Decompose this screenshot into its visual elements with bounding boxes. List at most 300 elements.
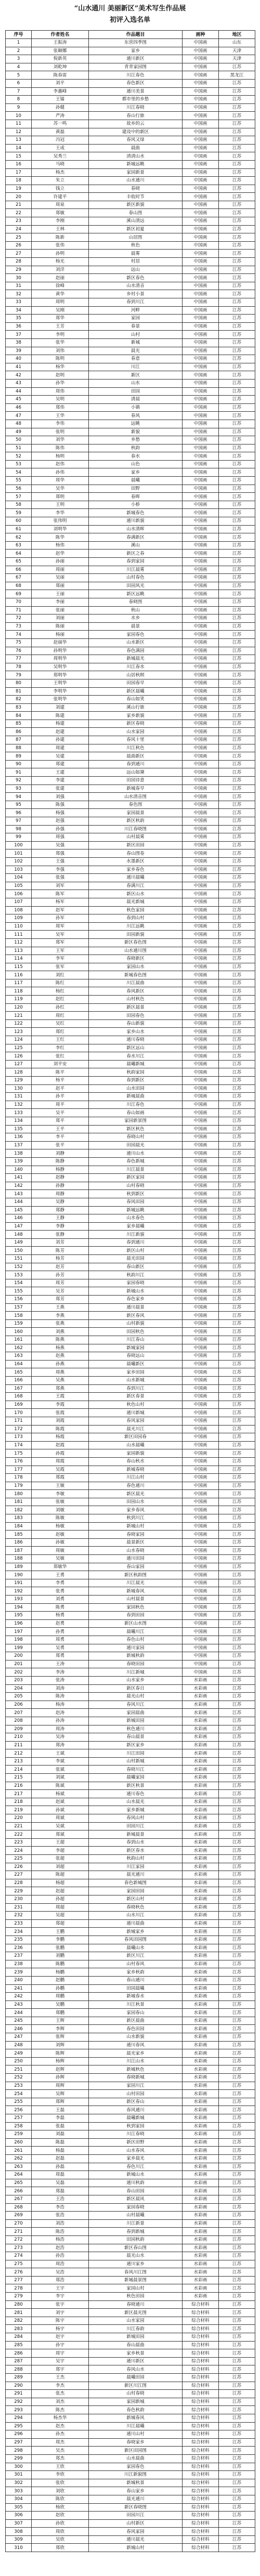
cell-number: 76 [6, 647, 32, 655]
cell-number: 247 [6, 2033, 32, 2042]
cell-author: 王红 [32, 1036, 89, 1044]
cell-region: 江苏 [219, 1393, 255, 1401]
cell-number: 193 [6, 1596, 32, 1604]
table-row [6, 2049, 255, 2058]
table-row [6, 947, 255, 955]
cell-work-title: 春色家乡 [89, 1296, 183, 1304]
cell-author: 赵鹏 [32, 1976, 89, 1984]
cell-region: 江苏 [219, 760, 255, 768]
table-row [6, 2114, 255, 2123]
cell-category: 水彩画 [183, 2082, 219, 2090]
cell-category: 中国画 [183, 233, 219, 242]
cell-region: 江苏 [219, 1149, 255, 1158]
table-row [6, 1044, 255, 1052]
table-row [6, 1263, 255, 1271]
cell-author: 李丽 [32, 598, 89, 606]
cell-number: 289 [6, 2374, 32, 2382]
cell-work-title: 秋色田园 [89, 2293, 183, 2301]
cell-region: 江苏 [219, 736, 255, 744]
cell-author: 李平 [32, 1133, 89, 1142]
table-row [6, 1660, 255, 1668]
cell-number: 219 [6, 1806, 32, 1814]
cell-number: 131 [6, 1093, 32, 1101]
cell-region: 黑龙江 [219, 71, 255, 80]
cell-author: 李斌 [32, 1757, 89, 1766]
cell-category: 水彩画 [183, 1814, 219, 1823]
cell-region: 江苏 [219, 2438, 255, 2447]
cell-author: 张静 [32, 1231, 89, 1239]
cell-category: 水彩画 [183, 2163, 219, 2171]
table-row [6, 420, 255, 428]
cell-number: 88 [6, 744, 32, 752]
cell-category: 水彩画 [183, 2130, 219, 2139]
cell-region: 江苏 [219, 1303, 255, 1312]
cell-author: 孙浩 [32, 2252, 89, 2260]
cell-number: 301 [6, 2471, 32, 2479]
cell-region: 江苏 [219, 1936, 255, 1944]
cell-region: 江苏 [219, 2430, 255, 2439]
cell-author: 李勇 [32, 1579, 89, 1587]
cell-work-title: 新城春晓 [89, 1466, 183, 1474]
cell-number: 130 [6, 1084, 32, 1093]
cell-category: 综合材料 [183, 2495, 219, 2503]
cell-work-title: 晨曦新城 [89, 1060, 183, 1068]
cell-category: 中国画 [183, 1596, 219, 1604]
table-row [6, 1003, 255, 1012]
cell-category: 中国画 [183, 606, 219, 614]
cell-author: 赵军 [32, 906, 89, 914]
cell-author: 杨超 [32, 1879, 89, 1887]
table-row [6, 1968, 255, 1977]
cell-work-title: 晨光通川 [89, 2495, 183, 2503]
cell-number: 248 [6, 2041, 32, 2049]
cell-number: 163 [6, 1352, 32, 1361]
table-row [6, 2487, 255, 2495]
cell-author: 赵浩 [32, 2244, 89, 2252]
table-row [6, 793, 255, 801]
table-row [6, 2252, 255, 2260]
cell-number: 22 [6, 209, 32, 217]
table-row [6, 144, 255, 152]
cell-work-title: 通川新区 [89, 2357, 183, 2365]
cell-category: 综合材料 [183, 2390, 219, 2398]
cell-category: 中国画 [183, 1538, 219, 1547]
table-row [6, 882, 255, 890]
cell-work-title: 新区山水图 [89, 1619, 183, 1628]
cell-number: 240 [6, 1976, 32, 1984]
cell-number: 212 [6, 1749, 32, 1758]
cell-region: 江苏 [219, 1441, 255, 1449]
cell-number: 310 [6, 2544, 32, 2552]
cell-category: 中国画 [183, 1044, 219, 1052]
cell-work-title: 山水家乡 [89, 1676, 183, 1684]
cell-region: 江苏 [219, 501, 255, 509]
cell-work-title: 通川山水 [89, 1149, 183, 1158]
cell-number: 149 [6, 1238, 32, 1247]
table-row [6, 103, 255, 112]
table-row [6, 1871, 255, 1879]
cell-region: 江苏 [219, 403, 255, 412]
cell-region: 江苏 [219, 2057, 255, 2065]
cell-work-title: 小镇 [89, 403, 183, 412]
cell-category: 中国画 [183, 1571, 219, 1579]
cell-category: 中国画 [183, 647, 219, 655]
cell-category: 中国画 [183, 1636, 219, 1644]
cell-author: 郑平 [32, 1117, 89, 1125]
cell-author: 李欣 [32, 2471, 89, 2479]
table-row [6, 120, 255, 128]
cell-number: 92 [6, 777, 32, 785]
cell-author: 王丽 [32, 590, 89, 598]
table-row [6, 1668, 255, 1677]
cell-category: 中国画 [183, 1644, 219, 1652]
table-row [6, 87, 255, 96]
cell-author: 王斌 [32, 1749, 89, 1758]
cell-number: 147 [6, 1222, 32, 1231]
cell-author: 陈辉 [32, 2049, 89, 2058]
cell-region: 江苏 [219, 1368, 255, 1377]
cell-region: 江苏 [219, 947, 255, 955]
table-row [6, 233, 255, 242]
cell-number: 258 [6, 2122, 32, 2130]
table-row [6, 460, 255, 468]
cell-region: 江苏 [219, 687, 255, 696]
cell-number: 135 [6, 1125, 32, 1133]
cell-region: 江苏 [219, 193, 255, 201]
cell-region: 江苏 [219, 2025, 255, 2033]
cell-number: 29 [6, 266, 32, 274]
cell-number: 140 [6, 1166, 32, 1174]
table-row [6, 558, 255, 566]
cell-region: 江苏 [219, 598, 255, 606]
cell-number: 75 [6, 638, 32, 647]
cell-category: 综合材料 [183, 2438, 219, 2447]
cell-region: 江苏 [219, 2203, 255, 2212]
cell-work-title: 春山图 [89, 209, 183, 217]
cell-number: 128 [6, 1068, 32, 1077]
cell-category: 综合材料 [183, 2519, 219, 2528]
cell-work-title: 通川春晓 [89, 1036, 183, 1044]
cell-region: 江苏 [219, 566, 255, 574]
cell-author: 刘红 [32, 971, 89, 979]
cell-number: 181 [6, 1498, 32, 1506]
table-row [6, 1571, 255, 1579]
cell-number: 259 [6, 2130, 32, 2139]
cell-author: 郑军 [32, 938, 89, 947]
cell-category: 综合材料 [183, 2374, 219, 2382]
table-row [6, 1457, 255, 1466]
cell-author: 吴宇 [32, 2357, 89, 2365]
cell-work-title: 新城春色 [89, 509, 183, 517]
cell-number: 17 [6, 168, 32, 177]
cell-author: 刘军 [32, 882, 89, 890]
table-row [6, 509, 255, 517]
cell-number: 132 [6, 1101, 32, 1109]
cell-author: 郑辉 [32, 2098, 89, 2106]
cell-number: 253 [6, 2082, 32, 2090]
cell-region: 江苏 [219, 2333, 255, 2342]
cell-number: 293 [6, 2406, 32, 2414]
cell-region: 江苏 [219, 2082, 255, 2090]
cell-region: 江苏 [219, 460, 255, 468]
table-row [6, 1555, 255, 1563]
cell-category: 中国画 [183, 1060, 219, 1068]
cell-number: 283 [6, 2325, 32, 2333]
cell-region: 江苏 [219, 614, 255, 623]
cell-work-title: 春风田园图 [89, 1936, 183, 1944]
cell-number: 216 [6, 1782, 32, 1790]
cell-region: 江苏 [219, 1749, 255, 1758]
table-row [6, 631, 255, 639]
cell-region: 江苏 [219, 1474, 255, 1482]
cell-work-title: 山水 [89, 379, 183, 387]
table-row [6, 217, 255, 226]
cell-category: 中国画 [183, 1409, 219, 1417]
cell-number: 96 [6, 809, 32, 817]
cell-region: 江苏 [219, 1806, 255, 1814]
cell-work-title: 新区远山 [89, 1044, 183, 1052]
cell-category: 水彩画 [183, 1984, 219, 1993]
cell-region: 江苏 [219, 1028, 255, 1036]
cell-author: 周超 [32, 1903, 89, 1912]
cell-work-title: 晨曲新区 [89, 752, 183, 761]
cell-author: 李刚 [32, 217, 89, 226]
cell-author: 刘明华 [32, 525, 89, 533]
cell-work-title: 秋到川江 [89, 1514, 183, 1523]
cell-work-title: 新区春山 [89, 2098, 183, 2106]
cell-category: 水彩画 [183, 1766, 219, 1774]
cell-category: 中国画 [183, 1003, 219, 1012]
cell-work-title: 春水川江 [89, 1052, 183, 1061]
cell-author: 苏一鸣 [32, 120, 89, 128]
cell-region: 江苏 [219, 1514, 255, 1523]
cell-author: 郑敏华 [32, 1563, 89, 1571]
cell-category: 水彩画 [183, 2293, 219, 2301]
table-row [6, 1944, 255, 1952]
cell-author: 张磊 [32, 2122, 89, 2130]
cell-work-title: 春风通川 [89, 2106, 183, 2114]
cell-author: 郑明华 [32, 671, 89, 679]
cell-category: 中国画 [183, 712, 219, 720]
cell-region: 江苏 [219, 241, 255, 250]
cell-author: 赵宇 [32, 2333, 89, 2342]
cell-category: 水彩画 [183, 2114, 219, 2123]
cell-work-title: 春到新城 [89, 2228, 183, 2236]
cell-category: 水彩画 [183, 2244, 219, 2252]
cell-region: 江苏 [219, 2276, 255, 2284]
cell-number: 105 [6, 882, 32, 890]
cell-work-title: 新区晨风 [89, 2195, 183, 2203]
cell-number: 280 [6, 2300, 32, 2309]
cell-work-title: 东营四季图 [89, 39, 183, 47]
table-row [6, 1393, 255, 1401]
cell-region: 江苏 [219, 266, 255, 274]
cell-category: 水彩画 [183, 1993, 219, 2001]
cell-category: 中国画 [183, 906, 219, 914]
cell-author: 杨霞 [32, 1433, 89, 1442]
cell-work-title: 新城春风 [89, 2414, 183, 2422]
table-row [6, 598, 255, 606]
cell-category: 中国画 [183, 152, 219, 161]
table-row [6, 728, 255, 736]
table-row [6, 1060, 255, 1068]
cell-number: 235 [6, 1936, 32, 1944]
cell-region: 江苏 [219, 550, 255, 558]
table-row [6, 833, 255, 842]
cell-region: 江苏 [219, 177, 255, 185]
table-row [6, 2090, 255, 2098]
cell-author: 郑丽 [32, 582, 89, 590]
document-title: “山水通川 美丽新区”美术写生作品展 [74, 5, 186, 12]
cell-work-title: 春山如笑 [89, 696, 183, 704]
cell-category: 水彩画 [183, 1960, 219, 1968]
cell-category: 水彩画 [183, 1903, 219, 1912]
cell-category: 中国画 [183, 1336, 219, 1344]
cell-number: 233 [6, 1919, 32, 1928]
cell-author: 杨芳 [32, 1255, 89, 1263]
table-row [6, 152, 255, 161]
cell-number: 177 [6, 1466, 32, 1474]
cell-category: 中国画 [183, 1612, 219, 1620]
cell-region: 江苏 [219, 1077, 255, 1085]
table-row [6, 1757, 255, 1766]
cell-work-title: 春到家园 [89, 558, 183, 566]
cell-number: 292 [6, 2398, 32, 2406]
table-row [6, 1579, 255, 1587]
cell-number: 106 [6, 890, 32, 898]
table-row [6, 1928, 255, 1936]
table-row [6, 1368, 255, 1377]
cell-author: 赵华 [32, 550, 89, 558]
cell-region: 江苏 [219, 2138, 255, 2147]
cell-region: 江苏 [219, 1652, 255, 1660]
cell-region: 江苏 [219, 833, 255, 842]
cell-category: 中国画 [183, 1587, 219, 1596]
cell-work-title: 新城远眺 [89, 1206, 183, 1214]
table-row [6, 2147, 255, 2155]
cell-region: 江苏 [219, 331, 255, 339]
cell-work-title: 新区秋色 [89, 1125, 183, 1133]
cell-number: 269 [6, 2212, 32, 2220]
table-row [6, 1684, 255, 1693]
cell-work-title: 新区春色 [89, 274, 183, 282]
table-row [6, 582, 255, 590]
cell-category: 中国画 [183, 363, 219, 371]
cell-work-title: 春山通川 [89, 1976, 183, 1984]
cell-number: 37 [6, 331, 32, 339]
cell-category: 中国画 [183, 1619, 219, 1628]
cell-category: 中国画 [183, 128, 219, 136]
cell-region: 江苏 [219, 906, 255, 914]
cell-category: 综合材料 [183, 2333, 219, 2342]
table-row [6, 168, 255, 177]
cell-work-title: 山水晨曲 [89, 2454, 183, 2463]
cell-region: 江苏 [219, 2228, 255, 2236]
cell-region: 江苏 [219, 1222, 255, 1231]
cell-work-title: 山水新区 [89, 638, 183, 647]
cell-category: 水彩画 [183, 2033, 219, 2042]
cell-work-title: 山水通川 [89, 177, 183, 185]
cell-author: 郑明 [32, 493, 89, 501]
cell-category: 中国画 [183, 1206, 219, 1214]
cell-author: 杨辉 [32, 2057, 89, 2065]
cell-work-title: 通川家园 [89, 1644, 183, 1652]
cell-author: 郑强 [32, 849, 89, 858]
cell-category: 水彩画 [183, 1774, 219, 1782]
cell-number: 122 [6, 1019, 32, 1028]
cell-work-title: 通川秋韵 [89, 2179, 183, 2187]
cell-work-title: 家园秋色 [89, 1603, 183, 1612]
cell-region: 江苏 [219, 1157, 255, 1166]
cell-number: 281 [6, 2309, 32, 2317]
table-row [6, 63, 255, 71]
cell-number: 197 [6, 1628, 32, 1636]
cell-region: 江苏 [219, 2349, 255, 2358]
cell-work-title: 山水清音图 [89, 793, 183, 801]
cell-number: 168 [6, 1393, 32, 1401]
cell-region: 江苏 [219, 2341, 255, 2349]
cell-work-title: 春风家园 [89, 1417, 183, 1425]
cell-category: 水彩画 [183, 1838, 219, 1847]
cell-number: 241 [6, 1984, 32, 1993]
cell-author: 孙健 [32, 103, 89, 112]
cell-number: 210 [6, 1733, 32, 1742]
cell-region: 江苏 [219, 1166, 255, 1174]
cell-category: 水彩画 [183, 1749, 219, 1758]
cell-work-title: 春晖 [89, 493, 183, 501]
table-row [6, 1433, 255, 1442]
cell-author: 陈霞 [32, 1425, 89, 1433]
cell-region: 江苏 [219, 315, 255, 323]
cell-author: 孙磊 [32, 2163, 89, 2171]
cell-work-title: 新城晨景图 [89, 2276, 183, 2284]
cell-region: 江苏 [219, 1912, 255, 1920]
cell-work-title: 通川新城 [89, 1409, 183, 1417]
table-row [6, 849, 255, 858]
cell-region: 江苏 [219, 1855, 255, 1863]
table-row [6, 2009, 255, 2017]
cell-work-title: 春风川江 [89, 1701, 183, 1709]
cell-region: 江苏 [219, 2009, 255, 2017]
cell-work-title: 川江新貌 [89, 1231, 183, 1239]
cell-author: 杨建 [32, 720, 89, 728]
cell-region: 江苏 [219, 509, 255, 517]
cell-region: 江苏 [219, 1133, 255, 1142]
cell-work-title: 春风新区 [89, 987, 183, 996]
cell-region: 江苏 [219, 2398, 255, 2406]
cell-number: 55 [6, 477, 32, 485]
cell-region: 江苏 [219, 647, 255, 655]
cell-category: 综合材料 [183, 2398, 219, 2406]
cell-region: 江苏 [219, 1538, 255, 1547]
cell-number: 232 [6, 1912, 32, 1920]
cell-category: 中国画 [183, 1182, 219, 1190]
table-row [6, 1912, 255, 1920]
cell-author: 李军 [32, 955, 89, 963]
cell-number: 196 [6, 1619, 32, 1628]
cell-author: 周浩 [32, 2260, 89, 2268]
table-row [6, 938, 255, 947]
cell-author: 孙红 [32, 1003, 89, 1012]
table-row [6, 2341, 255, 2349]
table-row [6, 1506, 255, 1514]
cell-region: 江苏 [219, 2512, 255, 2520]
cell-work-title: 家园新城 [89, 2398, 183, 2406]
table-row [6, 2000, 255, 2009]
cell-category: 中国画 [183, 1247, 219, 1255]
cell-author: 李红 [32, 1044, 89, 1052]
cell-work-title: 通川新区 [89, 55, 183, 63]
